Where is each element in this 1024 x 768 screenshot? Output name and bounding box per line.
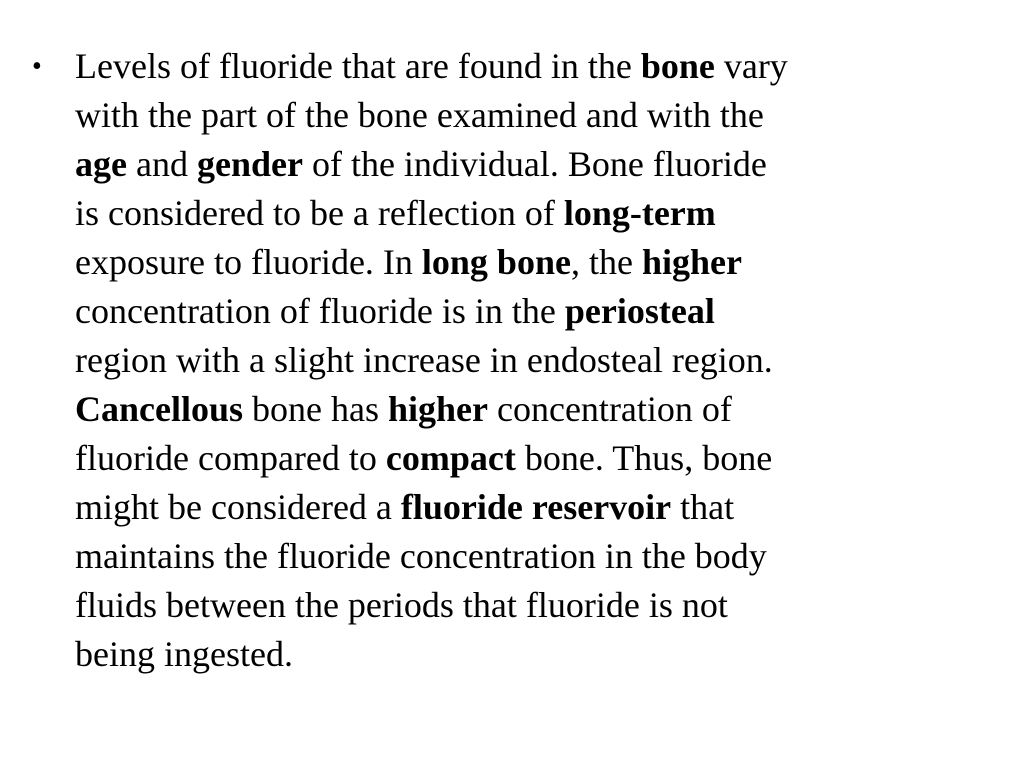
text-run: might be considered a	[75, 487, 401, 527]
bold-term: bone	[640, 46, 715, 86]
text-run: fluoride compared to	[75, 438, 386, 478]
text-run: with the part of the bone examined and with the	[75, 95, 764, 135]
text-run: that	[671, 487, 735, 527]
text-line	[75, 287, 982, 336]
text-line	[75, 238, 982, 287]
text-run: vary	[714, 46, 788, 86]
bold-term: higher	[387, 389, 488, 429]
text-run: of the individual. Bone fluoride	[302, 144, 767, 184]
text-run: Levels of fluoride that are found in the	[75, 46, 641, 86]
text-run: exposure to fluoride. In	[75, 242, 422, 282]
text-line	[75, 385, 982, 434]
text-line	[75, 581, 982, 630]
bold-term: compact	[385, 438, 516, 478]
bullet-icon: •	[32, 51, 42, 82]
text-run: , the	[570, 242, 642, 282]
text-line	[75, 434, 982, 483]
bold-term: fluoride reservoir	[400, 487, 672, 527]
text-run: is considered to be a reflection of	[75, 193, 564, 233]
text-line	[75, 91, 982, 140]
bold-term: long-term	[563, 193, 716, 233]
text-run: concentration of fluoride is in the	[75, 291, 565, 331]
text-line	[75, 140, 982, 189]
bold-term: gender	[196, 144, 303, 184]
text-run: concentration of	[488, 389, 732, 429]
bold-term: higher	[641, 242, 742, 282]
text-line	[75, 189, 982, 238]
text-run: bone has	[243, 389, 388, 429]
text-line	[75, 630, 982, 679]
bullet-paragraph	[75, 42, 982, 679]
bold-term: periosteal	[564, 291, 715, 331]
text-run: bone. Thus, bone	[515, 438, 773, 478]
text-run: and	[126, 144, 197, 184]
text-line	[75, 483, 982, 532]
text-line	[75, 42, 982, 91]
bold-term: long bone	[421, 242, 571, 282]
text-run: fluids between the periods that fluoride is not	[75, 585, 728, 625]
text-run: maintains the fluoride concentration in the body	[75, 536, 767, 576]
text-run: region with a slight increase in endosteal region.	[75, 340, 773, 380]
bold-term: Cancellous	[75, 389, 244, 429]
text-run: being ingested.	[75, 634, 293, 674]
text-line	[75, 532, 982, 581]
bold-term: age	[75, 144, 127, 184]
bullet-item	[32, 42, 982, 679]
text-line	[75, 336, 982, 385]
